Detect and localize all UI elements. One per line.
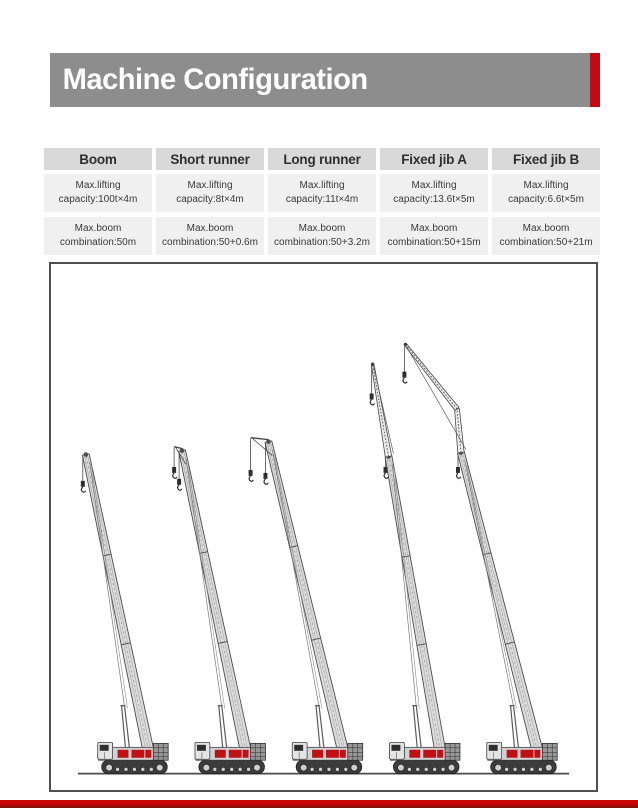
cell-line: Max.boom (298, 223, 346, 234)
cell-line: combination:50+15m (387, 237, 481, 248)
cell-line: combination:50+21m (499, 237, 593, 248)
cell-line: combination:50+0.6m (162, 237, 258, 248)
cell-line: Max.lifting (187, 180, 233, 191)
crane-boom (81, 452, 168, 773)
column-short-runner (156, 148, 264, 255)
cell-line: capacity:6.6t×5m (508, 194, 584, 205)
table-header-fixed-jib-b: Fixed jib B (492, 148, 600, 170)
column-long-runner (268, 148, 376, 255)
column-fixed-jib-b (492, 148, 600, 255)
section-title: Machine Configuration (62, 63, 368, 96)
cell-line: Max.boom (186, 223, 234, 234)
cell-lifting-long-runner (268, 174, 376, 212)
crane-fixed-jib-b (402, 343, 557, 774)
cell-lifting-fixed-jib-a (380, 174, 488, 212)
table-header-long-runner: Long runner (268, 148, 376, 170)
table-header-boom: Boom (44, 148, 152, 170)
cell-line: Max.boom (410, 223, 458, 234)
machine-diagram-panel (49, 262, 598, 792)
configuration-table (44, 148, 600, 255)
cell-boom-fixed-jib-a (380, 217, 488, 255)
crane-short-runner (172, 447, 265, 774)
cell-boom-short-runner (156, 217, 264, 255)
cranes-illustration (51, 264, 596, 790)
crane-long-runner (249, 438, 363, 774)
cell-line: Max.boom (74, 223, 122, 234)
table-header-short-runner: Short runner (156, 148, 264, 170)
title-accent-mark (590, 53, 600, 107)
table-header-fixed-jib-a: Fixed jib A (380, 148, 488, 170)
cell-line: capacity:13.6t×5m (393, 194, 475, 205)
cell-line: Max.lifting (523, 180, 569, 191)
cell-line: combination:50m (59, 237, 137, 248)
cell-line: capacity:8t×4m (176, 194, 244, 205)
cell-line: Max.lifting (75, 180, 121, 191)
cell-boom-boom (44, 217, 152, 255)
column-boom (44, 148, 152, 255)
cell-boom-fixed-jib-b (492, 217, 600, 255)
section-title-bar (50, 53, 600, 107)
cell-lifting-short-runner (156, 174, 264, 212)
cell-line: Max.lifting (411, 180, 457, 191)
cell-lifting-fixed-jib-b (492, 174, 600, 212)
cell-line: Max.boom (522, 223, 570, 234)
cell-line: combination:50+3.2m (274, 237, 370, 248)
column-fixed-jib-a (380, 148, 488, 255)
cell-line: Max.lifting (299, 180, 345, 191)
cell-boom-long-runner (268, 217, 376, 255)
crane-fixed-jib-a (370, 363, 460, 774)
cell-lifting-boom (44, 174, 152, 212)
cell-line: capacity:100t×4m (58, 194, 138, 205)
cell-line: capacity:11t×4m (285, 194, 359, 205)
